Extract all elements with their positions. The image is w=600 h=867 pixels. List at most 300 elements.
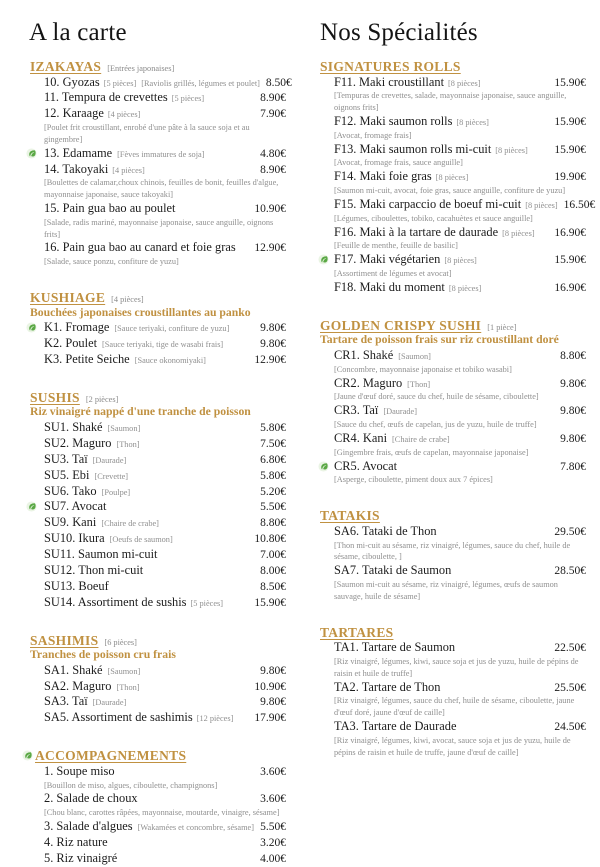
menu-item-price: 15.90€: [554, 76, 586, 89]
menu-item-price: 5.50€: [260, 501, 286, 514]
menu-item-name: CR3. Taï: [334, 403, 379, 418]
menu-item-price: 6.80€: [260, 453, 286, 466]
section-title: KUSHIAGE: [30, 290, 106, 306]
menu-item-line: [334, 524, 586, 540]
menu-item-line: [334, 563, 586, 579]
menu-item-name: SU9. Kani: [44, 515, 97, 530]
menu-item-inline-description: [Thon]: [407, 379, 431, 389]
menu-item-price: 9.80€: [560, 405, 586, 418]
section-items: [318, 524, 586, 603]
menu-item[interactable]: [18, 352, 286, 368]
menu-item-price: 24.50€: [554, 720, 586, 733]
menu-item[interactable]: [318, 196, 596, 225]
section-quantity: [Entrées japonaises]: [107, 64, 175, 73]
menu-item[interactable]: [318, 640, 586, 679]
menu-item[interactable]: [318, 169, 586, 197]
menu-item[interactable]: [318, 563, 586, 602]
menu-item-price: 15.90€: [254, 596, 286, 609]
menu-item-name: TA2. Tartare de Thon: [334, 679, 441, 694]
menu-item-name: SU3. Taï: [44, 451, 88, 466]
menu-item-price: 8.50€: [260, 580, 286, 593]
menu-item[interactable]: [318, 114, 586, 142]
section-header-accompagnements: [22, 748, 286, 764]
menu-item-description: [Poulet frit croustillant, enrobé d'une pâte à la sauce soja et au gingembre]: [44, 123, 250, 144]
menu-item-line: [334, 459, 586, 475]
menu-item-price: 12.90€: [254, 242, 286, 255]
menu-item-line: [44, 336, 286, 352]
menu-item-price: 8.00€: [260, 564, 286, 577]
leaf-icon: [26, 322, 37, 333]
section-title: SUSHIS: [30, 389, 80, 405]
menu-item[interactable]: [18, 162, 286, 201]
menu-item-quantity: [8 pièces]: [456, 117, 489, 127]
menu-item-line: [334, 280, 586, 296]
menu-item-name: F16. Maki à la tartare de daurade: [334, 224, 499, 239]
menu-item-name: K1. Fromage: [44, 320, 110, 335]
section-subtitle: Tranches de poisson cru frais: [30, 648, 176, 662]
menu-item[interactable]: [318, 403, 586, 431]
menu-item-name: 10. Gyozas: [44, 74, 100, 89]
menu-item[interactable]: [18, 201, 286, 240]
menu-item-name: TA3. Tartare de Daurade: [334, 718, 457, 733]
menu-item-price: 22.50€: [554, 642, 586, 655]
menu-item-quantity: [8 pièces]: [502, 228, 535, 238]
menu-item-line: [44, 468, 286, 484]
menu-item-name: SU2. Maguro: [44, 435, 112, 450]
menu-item-price: 3.20€: [260, 836, 286, 849]
menu-item[interactable]: [18, 468, 286, 484]
menu-item-name: SA1. Shaké: [44, 662, 103, 677]
section-title: SASHIMIS: [30, 632, 99, 648]
right-sections-container: [318, 59, 596, 758]
menu-item[interactable]: [18, 436, 286, 452]
menu-item-inline-description: [Saumon]: [398, 351, 431, 361]
menu-item-price: 16.90€: [554, 226, 586, 239]
menu-item-line: [44, 710, 286, 726]
leaf-icon: [318, 461, 329, 472]
menu-item-description: [Boulettes de calamar,choux chinois, feuilles de bonit, feuilles d'algue, mayonnaise japonaise, sauce takoyaki]: [44, 178, 279, 200]
menu-item-line: [334, 196, 596, 213]
menu-item-line: [334, 348, 586, 364]
menu-item-price: 15.90€: [554, 254, 586, 267]
menu-item-price: 17.90€: [254, 712, 286, 725]
menu-item[interactable]: [318, 348, 586, 376]
menu-item-price: 8.80€: [260, 517, 286, 530]
menu-item-description: [Sauce du chef, œufs de capelan, jus de yuzu, huile de truffe]: [334, 420, 537, 430]
menu-item-price: 7.90€: [260, 108, 286, 121]
menu-item[interactable]: [18, 531, 286, 547]
menu-item-price: 10.90€: [254, 680, 286, 693]
menu-item-price: 12.90€: [254, 354, 286, 366]
menu-item-inline-description: [Sauce teriyaki, confiture de yuzu]: [114, 324, 230, 334]
section-title: GOLDEN CRISPY SUSHI: [320, 317, 482, 333]
menu-item-inline-description: [Saumon]: [107, 666, 141, 676]
menu-item-line: [44, 579, 286, 595]
section-header-tartares: [320, 625, 586, 641]
section-subtitle: Tartare de poisson frais sur riz croustillant doré: [320, 333, 559, 347]
menu-item-line: [334, 640, 586, 656]
menu-item[interactable]: [18, 499, 286, 515]
menu-item-description: [Saumon mi-cuit au sésame, riz vinaigré, légumes, œufs de saumon sauvage, huile de sésame]: [334, 580, 558, 601]
menu-item-line: [44, 484, 286, 500]
menu-item-price: 25.50€: [554, 681, 586, 694]
menu-item-name: F12. Maki saumon rolls: [334, 113, 453, 128]
menu-item-quantity: [8 pièces]: [444, 256, 477, 266]
menu-item-name: F18. Maki du moment: [334, 279, 445, 294]
menu-item-name: 14. Takoyaki: [44, 161, 109, 176]
menu-item-quantity: [12 pièces]: [196, 714, 234, 724]
menu-item-quantity: [4 pièces]: [112, 165, 145, 175]
menu-item-name: CR5. Avocat: [334, 458, 398, 473]
menu-item[interactable]: [318, 280, 586, 296]
menu-item[interactable]: [318, 376, 586, 404]
menu-item-name: SU5. Ebi: [44, 467, 90, 482]
menu-item-inline-description: [Sauce okonomiyaki]: [134, 356, 206, 365]
menu-item-quantity: [8 pièces]: [495, 145, 528, 155]
menu-item-line: [44, 240, 286, 256]
menu-item-quantity: [8 pièces]: [448, 78, 481, 88]
section-subtitle: Riz vinaigré nappé d'une tranche de poisson: [30, 405, 251, 419]
menu-item-description: [Salade, radis mariné, mayonnaise japonaise, sauce anguille, oignons frits]: [44, 217, 274, 239]
menu-section-accompagnements: [18, 748, 286, 866]
menu-item[interactable]: [318, 75, 586, 114]
menu-item[interactable]: [18, 764, 286, 792]
menu-item-line: [334, 225, 586, 241]
menu-item-line: [334, 169, 586, 185]
section-items: [18, 420, 286, 611]
menu-item-line: [334, 403, 586, 419]
menu-section-tartares: [318, 625, 586, 759]
section-title: TATAKIS: [320, 508, 380, 524]
section-quantity: [6 pièces]: [104, 637, 137, 647]
menu-item-price: 29.50€: [554, 525, 586, 538]
menu-item-quantity: [5 pièces]: [190, 598, 223, 608]
menu-item-line: [334, 431, 586, 447]
menu-item-price: 9.80€: [260, 664, 286, 677]
menu-item-price: 3.60€: [260, 765, 286, 778]
menu-item[interactable]: [18, 90, 286, 106]
section-header-signatures-rolls: [320, 59, 586, 75]
menu-item-inline-description: [Sauce teriyaki, tige de wasabi frais]: [102, 340, 224, 350]
page-title-nos-specialites: Nos Spécialités: [320, 19, 478, 46]
menu-item-quantity: [8 pièces]: [448, 283, 482, 293]
menu-item[interactable]: [18, 420, 286, 436]
menu-item[interactable]: [18, 679, 286, 695]
menu-item-price: 7.80€: [560, 460, 586, 473]
menu-item-line: [44, 90, 286, 106]
menu-item[interactable]: [18, 74, 292, 91]
menu-item-name: K3. Petite Seiche: [44, 352, 130, 366]
menu-item[interactable]: [18, 240, 286, 268]
menu-item[interactable]: [18, 484, 286, 500]
menu-item-line: [44, 146, 286, 162]
menu-item-name: 2. Salade de choux: [44, 791, 138, 806]
section-subtitle: Bouchées japonaises croustillantes au panko: [30, 305, 251, 319]
menu-item-price: 5.80€: [260, 469, 286, 482]
section-items: [18, 764, 286, 867]
menu-item-name: CR4. Kani: [334, 430, 388, 445]
menu-item-line: [44, 452, 286, 468]
menu-item-name: 3. Salade d'algues: [44, 818, 133, 833]
menu-item-price: 15.90€: [554, 115, 586, 128]
menu-item-name: 16. Pain gua bao au canard et foie gras: [44, 240, 236, 255]
menu-item-inline-description: [Daurade]: [383, 407, 417, 417]
menu-item-line: [44, 420, 286, 436]
menu-item-line: [44, 595, 286, 611]
menu-item-quantity: [8 pièces]: [435, 173, 469, 183]
menu-item-name: F13. Maki saumon rolls mi-cuit: [334, 141, 492, 156]
section-header-sushis: [30, 390, 286, 406]
menu-item-line: [44, 663, 286, 679]
menu-item[interactable]: [18, 106, 286, 145]
menu-item[interactable]: [18, 336, 286, 352]
menu-item-name: 5. Riz vinaigré: [44, 850, 118, 865]
menu-item[interactable]: [318, 142, 586, 170]
menu-item-price: 8.50€: [265, 76, 292, 89]
menu-item-price: 5.50€: [260, 820, 286, 833]
menu-item-price: 8.80€: [560, 349, 586, 362]
menu-item-description: [Tempuras de crevettes, salade, mayonnaise japonaise, sauce anguille, oignons frits]: [334, 91, 567, 113]
leaf-icon: [22, 750, 33, 761]
menu-item-line: [334, 75, 586, 91]
menu-item[interactable]: [18, 320, 286, 336]
menu-item-line: [44, 74, 292, 91]
menu-item-price: 10.80€: [254, 533, 286, 546]
menu-item-inline-description: [Raviolis grillés, légumes et poulet]: [141, 78, 260, 88]
menu-item-name: TA1. Tartare de Saumon: [334, 640, 456, 655]
menu-item-name: K2. Poulet: [44, 336, 98, 351]
menu-item-name: F15. Maki carpaccio de boeuf mi-cuit: [334, 196, 522, 211]
menu-item-price: 15.90€: [554, 143, 586, 156]
section-quantity: [1 pièce]: [487, 322, 517, 332]
menu-item-name: SU13. Boeuf: [44, 578, 109, 593]
menu-item[interactable]: [18, 791, 286, 819]
menu-item-price: 8.90€: [260, 163, 286, 176]
menu-item-name: 13. Edamame: [44, 145, 113, 160]
menu-item-line: [44, 547, 286, 563]
page-title-a-la-carte: A la carte: [29, 19, 127, 46]
menu-section-sushis: [18, 390, 286, 611]
menu-item-price: 10.90€: [254, 203, 286, 216]
menu-item[interactable]: [18, 146, 286, 162]
menu-item-name: 12. Karaage: [44, 106, 104, 121]
menu-item-line: [44, 499, 286, 515]
menu-item-price: 28.50€: [554, 565, 586, 578]
menu-item-name: SU7. Avocat: [44, 499, 107, 514]
menu-item-name: SU10. Ikura: [44, 531, 105, 546]
menu-item-description: [Avocat, fromage frais]: [334, 130, 412, 140]
menu-item-inline-description: [Oeufs de saumon]: [109, 535, 173, 545]
menu-item-name: F11. Maki croustillant: [334, 74, 445, 89]
menu-item[interactable]: [318, 252, 586, 280]
menu-item[interactable]: [18, 710, 286, 726]
menu-item-price: 9.80€: [560, 432, 586, 445]
menu-item[interactable]: [318, 225, 586, 253]
menu-item-name: SA3. Taï: [44, 694, 88, 709]
menu-item-line: [44, 835, 286, 851]
menu-item-inline-description: [Daurade]: [92, 698, 127, 708]
menu-item-description: [Jaune d'œuf doré, sauce du chef, huile de sésame, ciboulette]: [334, 392, 539, 402]
menu-item-description: [Gingembre frais, œufs de capelan, mayonnaise japonaise]: [334, 447, 529, 457]
menu-item-name: F17. Maki végétarien: [334, 252, 441, 267]
section-items: [318, 74, 596, 296]
menu-item-line: [334, 142, 586, 158]
section-title: SIGNATURES ROLLS: [320, 59, 461, 74]
menu-item-line: [334, 252, 586, 268]
menu-item-name: SU14. Assortiment de sushis: [44, 594, 187, 609]
section-title: IZAKAYAS: [30, 59, 102, 74]
menu-item[interactable]: [318, 719, 586, 758]
menu-item-description: [Riz vinaigré, légumes, kiwi, avocat, sauce soja et jus de yuzu, huile de pépins de raisin et huile de truffe, jaune d'œuf de caille]: [334, 735, 571, 757]
menu-item-name: SU6. Tako: [44, 483, 97, 498]
menu-item[interactable]: [318, 459, 586, 487]
menu-item[interactable]: [18, 547, 286, 563]
menu-item-name: SU1. Shaké: [44, 420, 103, 435]
menu-item[interactable]: [18, 851, 286, 867]
menu-item[interactable]: [318, 431, 586, 459]
menu-item[interactable]: [18, 595, 286, 611]
menu-item-quantity: [5 pièces]: [171, 94, 205, 104]
menu-item-description: [Concombre, mayonnaise japonaise et tobiko wasabi]: [334, 364, 512, 374]
menu-item-line: [44, 791, 286, 807]
menu-item-line: [44, 531, 286, 547]
menu-item-inline-description: [Wakamées et concombre, sésame]: [137, 822, 254, 832]
menu-item-name: SA5. Assortiment de sashimis: [44, 710, 193, 725]
menu-section-golden-crispy-sushi: [318, 318, 586, 486]
menu-item-inline-description: [Chaire de crabe]: [101, 519, 159, 529]
section-items: [318, 348, 586, 486]
menu-item-description: [Avocat, fromage frais, sauce anguille]: [334, 158, 463, 168]
menu-column-left: [0, 0, 300, 865]
menu-item-price: 4.00€: [260, 852, 286, 865]
menu-item-line: [334, 719, 586, 735]
menu-item[interactable]: [18, 563, 286, 579]
menu-item-name: SA2. Maguro: [44, 678, 112, 693]
menu-item-description: [Riz vinaigré, légumes, sauce du chef, huile de sésame, ciboulette, jaune d'œuf doré, jaune d'œuf de caille]: [334, 696, 575, 718]
section-header-izakayas: [30, 59, 286, 75]
menu-item[interactable]: [18, 835, 286, 851]
menu-item[interactable]: [18, 579, 286, 595]
menu-section-izakayas: [18, 59, 292, 268]
menu-item-name: 4. Riz nature: [44, 834, 108, 849]
menu-item-quantity: [8 pièces]: [525, 200, 558, 210]
menu-item-inline-description: [Saumon]: [107, 424, 141, 434]
menu-section-kushiage: [18, 290, 286, 368]
menu-item-description: [Feuille de menthe, feuille de basilic]: [334, 241, 458, 251]
menu-item-name: CR1. Shaké: [334, 347, 394, 362]
menu-item-price: 7.00€: [260, 549, 286, 562]
menu-item-name: 15. Pain gua bao au poulet: [44, 201, 176, 216]
menu-item-price: 9.80€: [260, 338, 286, 351]
menu-item-line: [44, 320, 286, 336]
menu-item-description: [Asperge, ciboulette, piment doux aux 7 épices]: [334, 475, 493, 485]
menu-item[interactable]: [318, 680, 586, 719]
menu-item[interactable]: [18, 515, 286, 531]
menu-item-price: 16.50€: [563, 198, 596, 211]
menu-item-line: [44, 106, 286, 122]
section-header-sashimis: [30, 633, 286, 649]
section-items: [18, 74, 292, 269]
menu-item-description: [Saumon mi-cuit, avocat, foie gras, sauce anguille, confiture de yuzu]: [334, 186, 566, 196]
menu-item-line: [44, 563, 286, 579]
menu-item-price: 3.60€: [260, 793, 286, 806]
menu-item[interactable]: [318, 524, 586, 563]
menu-item-description: [Légumes, ciboulettes, tobiko, cacahuètes et sauce anguille]: [334, 213, 533, 223]
menu-item-price: 5.80€: [260, 422, 286, 435]
menu-item-inline-description: [Crevette]: [94, 471, 129, 481]
leaf-icon: [26, 501, 37, 512]
menu-item-name: SA6. Tataki de Thon: [334, 523, 437, 538]
section-header-golden-crispy-sushi: [320, 318, 586, 334]
menu-item-inline-description: [Chaire de crabe]: [392, 434, 450, 444]
menu-section-signatures-rolls: [318, 59, 596, 296]
section-title: TARTARES: [320, 624, 394, 640]
leaf-icon: [318, 254, 329, 265]
menu-item-price: 9.80€: [260, 322, 286, 335]
menu-item[interactable]: [18, 694, 286, 710]
menu-item-name: SU11. Saumon mi-cuit: [44, 547, 158, 562]
menu-item-description: [Chou blanc, carottes râpées, mayonnaise, moutarde, vinaigre, sésame]: [44, 808, 280, 818]
menu-item-price: 9.80€: [260, 696, 286, 709]
menu-item-line: [44, 162, 286, 178]
menu-column-right: [300, 0, 600, 849]
menu-item-line: [44, 679, 286, 695]
menu-item-name: 11. Tempura de crevettes: [44, 90, 168, 105]
menu-item-description: [Bouillon de miso, algues, ciboulette, champignons]: [44, 780, 218, 790]
menu-item[interactable]: [18, 663, 286, 679]
menu-item-price: 8.90€: [260, 92, 286, 105]
menu-item-price: 7.50€: [260, 437, 286, 450]
left-sections-container: [18, 59, 292, 867]
menu-item-line: [44, 436, 286, 452]
menu-item[interactable]: [18, 452, 286, 468]
menu-item-quantity: [5 pièces]: [103, 78, 137, 88]
menu-item-inline-description: [Poulpe]: [101, 487, 131, 497]
menu-item-line: [334, 376, 586, 392]
menu-item-line: [44, 515, 286, 531]
menu-item-name: CR2. Maguro: [334, 375, 403, 390]
menu-item-price: 4.80€: [260, 147, 286, 160]
section-items: [18, 663, 286, 727]
menu-item-name: F14. Maki foie gras: [334, 169, 432, 184]
menu-item-inline-description: [Thon]: [116, 682, 140, 692]
menu-item-price: 16.90€: [554, 281, 586, 294]
menu-item-name: SU12. Thon mi-cuit: [44, 562, 144, 577]
menu-item-description: [Thon mi-cuit au sésame, riz vinaigré, légumes, sauce du chef, huile de sésame, ciboulette, ]: [334, 540, 571, 562]
menu-item[interactable]: [18, 819, 286, 835]
section-quantity: [2 pièces]: [85, 394, 119, 404]
menu-item-inline-description: [Thon]: [116, 439, 140, 449]
menu-item-description: [Salade, sauce ponzu, confiture de yuzu]: [44, 257, 179, 267]
section-items: [318, 640, 586, 758]
menu-item-price: 19.90€: [554, 171, 586, 184]
menu-item-inline-description: [Daurade]: [92, 455, 127, 465]
menu-item-description: [Assortiment de légumes et avocat]: [334, 269, 452, 279]
menu-item-price: 5.20€: [260, 485, 286, 498]
section-items: [18, 320, 286, 368]
menu-item-line: [44, 694, 286, 710]
section-header-kushiage: [30, 290, 286, 306]
menu-item-line: [334, 680, 586, 696]
menu-item-inline-description: [Fèves immatures de soja]: [117, 149, 205, 159]
menu-item-description: [Riz vinaigré, légumes, kiwi, sauce soja et jus de yuzu, huile de pépins de raisin et huile de truffe]: [334, 656, 579, 678]
menu-item-line: [44, 819, 286, 835]
menu-item-line: [44, 851, 286, 867]
menu-item-line: [44, 352, 286, 368]
menu-item-quantity: [4 pièces]: [107, 110, 141, 120]
menu-item-line: [44, 764, 286, 780]
menu-item-name: SA7. Tataki de Saumon: [334, 563, 452, 578]
